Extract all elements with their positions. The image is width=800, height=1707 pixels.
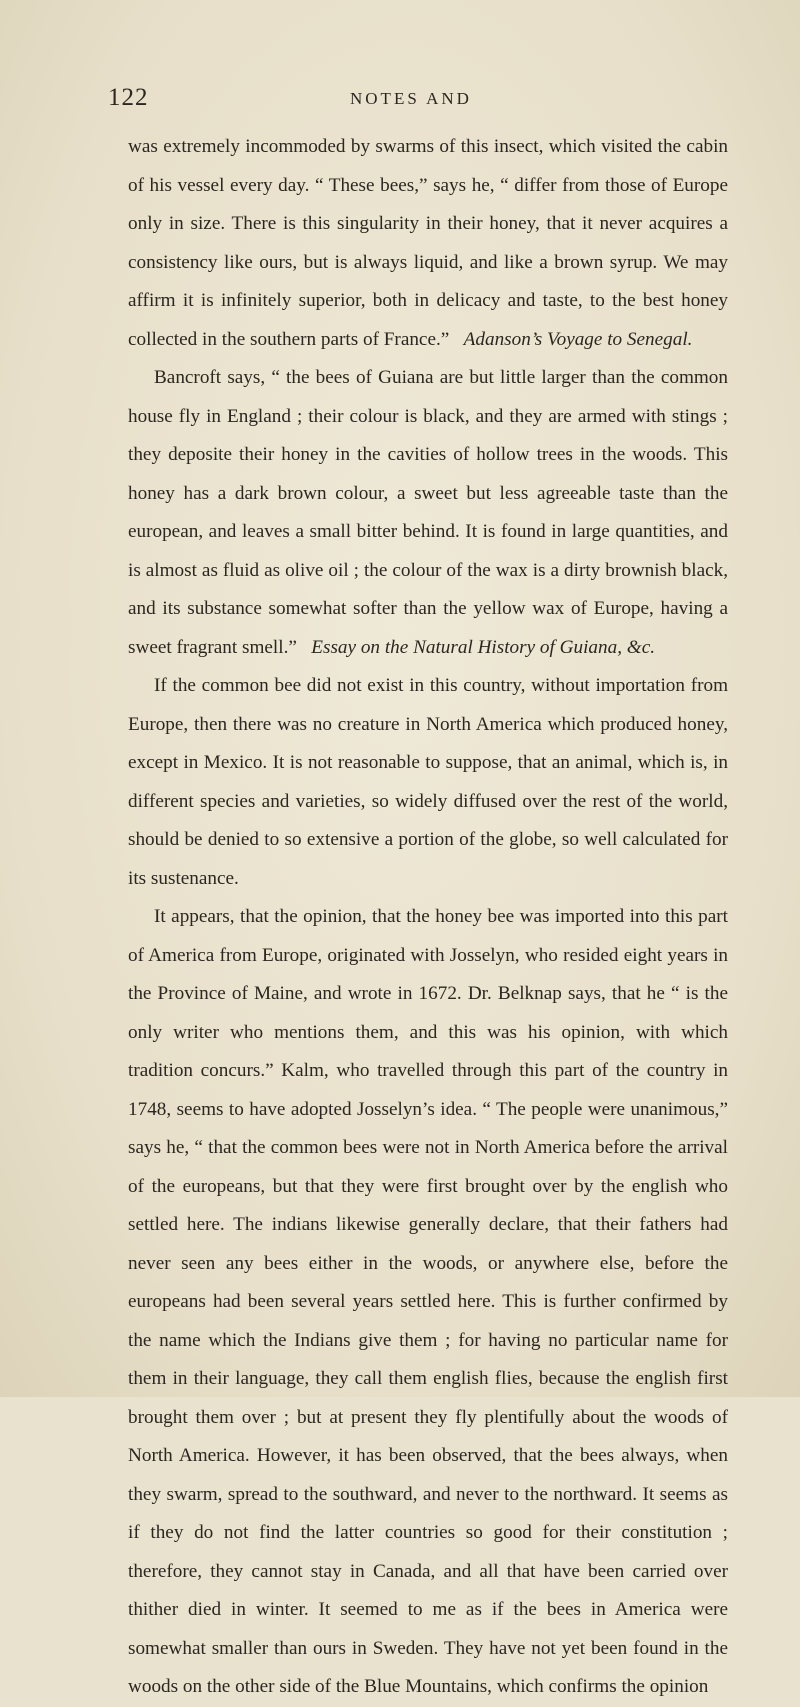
paragraph-2-citation: Essay on the Natural History of Guiana, &c.	[311, 636, 656, 658]
paragraph-2-text: Bancroft says, “ the bees of Guiana are but little larger than the common house fly in England ; their colour is black, and they are armed with stings ; they deposite their honey in the cavities of hollow trees in the woods. This honey has a dark brown colour, a sweet but less agreeable taste than the european, and leaves a small bitter behind. It is found in large quantities, and is almost as fluid as olive oil ; the colour of the wax is a dirty brownish black, and its substance somewhat softer than the yellow wax of Europe, having a sweet fragrant smell.”	[128, 367, 728, 658]
page-header	[108, 84, 728, 112]
running-head: NOTES AND	[350, 89, 472, 108]
paragraph-3	[128, 667, 728, 898]
page-number: 122	[108, 84, 149, 111]
body-text	[128, 128, 728, 1707]
paragraph-3-text: If the common bee did not exist in this country, without importation from Europe, then there was no creature in North America which produced honey, except in Mexico. It is not reasonable to suppose, that an animal, which is, in different species and varieties, so widely diffused over the rest of the world, should be denied to so extensive a portion of the globe, so well calculated for its sustenance.	[128, 675, 728, 889]
paragraph-1	[128, 128, 728, 359]
paragraph-4	[128, 898, 728, 1707]
paragraph-2	[128, 359, 728, 667]
paragraph-1-text: was extremely incommoded by swarms of this insect, which visited the cabin of his vessel every day. “ These bees,” says he, “ differ from those of Europe only in size. There is this singularity in their honey, that it never acquires a consistency like ours, but is always liquid, and like a brown syrup. We may affirm it is infinitely superior, both in delicacy and taste, to the best honey collected in the southern parts of France.”	[128, 136, 728, 350]
paragraph-4-text: It appears, that the opinion, that the honey bee was imported into this part of America from Europe, originated with Josselyn, who resided eight years in the Province of Maine, and wrote in 1672. Dr. Belknap says, that he “ is the only writer who mentions them, and this was his opinion, with which tradition concurs.” Kalm, who travelled through this part of the country in 1748, seems to have adopted Josselyn’s idea. “ The people were unanimous,” says he, “ that the common bees were not in North America before the arrival of the europeans, but that they were first brought over by the english who settled here. The indians likewise generally declare, that their fathers had never seen any bees either in the woods, or anywhere else, before the europeans had been several years settled here. This is further confirmed by the name which the Indians give them ; for having no particular name for them in their language, they call them english flies, because the english first brought them over ; but at present they fly plentifully about the woods of North America. However, it has been observed, that the bees always, when they swarm, spread to the southward, and never to the northward. It seems as if they do not find the latter countries so good for their constitution ; therefore, they cannot stay in Canada, and all that have been carried over thither died in winter. It seemed to me as if the bees in America were somewhat smaller than ours in Sweden. They have not yet been found in the woods on the other side of the Blue Mountains, which confirms the opinion	[128, 906, 728, 1697]
paragraph-1-citation: Adanson’s Voyage to Senegal.	[463, 328, 693, 350]
